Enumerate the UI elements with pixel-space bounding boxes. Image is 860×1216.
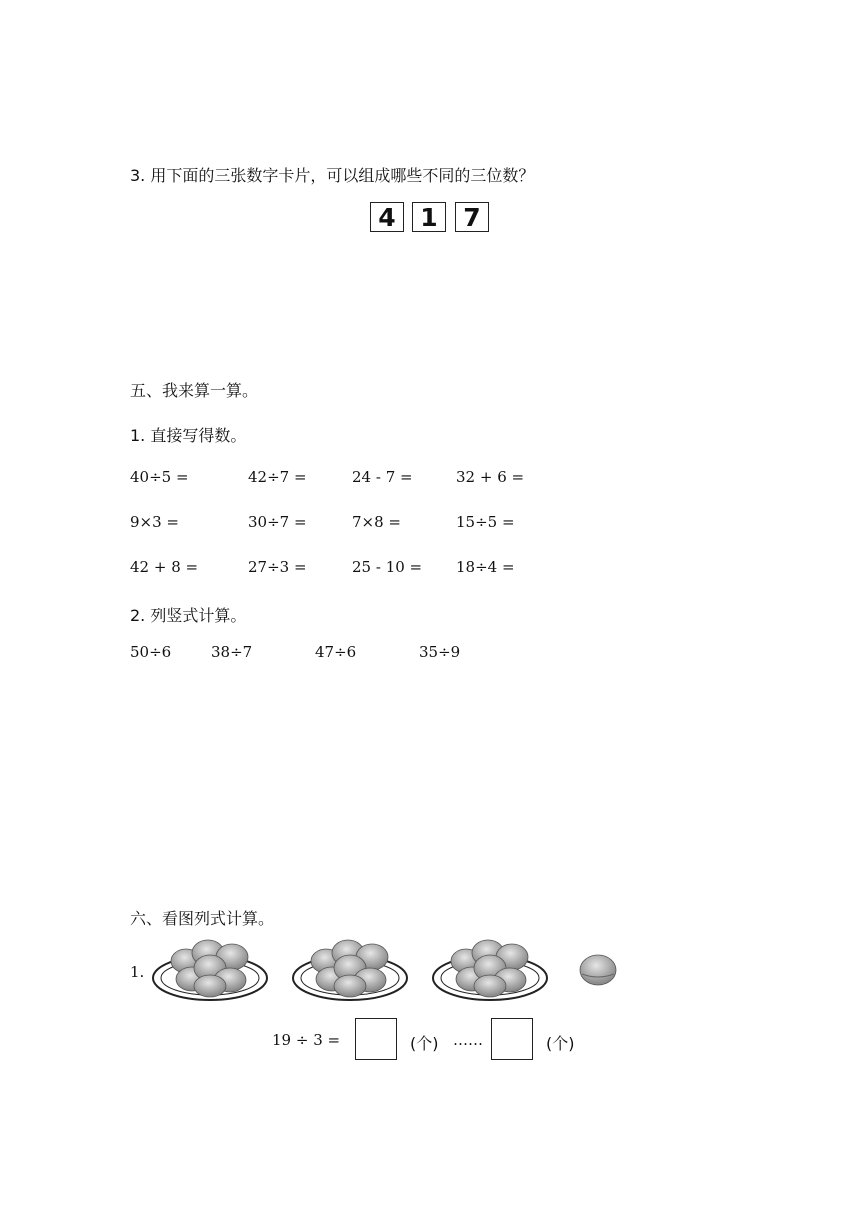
- calc-item: 9×3 =: [130, 513, 179, 531]
- vertical-calc-item: 47÷6: [315, 643, 357, 661]
- calc-item: 25 - 10 =: [352, 558, 423, 576]
- vertical-calc-item: 35÷9: [419, 643, 461, 661]
- calc-item: 27÷3 =: [248, 558, 307, 576]
- section-6-heading: 六、看图列式计算。: [130, 909, 275, 928]
- unit-label: (个): [410, 1034, 439, 1053]
- remainder-answer-box[interactable]: [491, 1018, 533, 1060]
- calc-item: 18÷4 =: [456, 558, 515, 576]
- question-1-label: 1.: [130, 963, 145, 981]
- vertical-calc-item: 50÷6: [130, 643, 172, 661]
- calc-item: 30÷7 =: [248, 513, 307, 531]
- division-equation: 19 ÷ 3 =: [272, 1031, 341, 1049]
- ellipsis-remainder: ……: [453, 1031, 483, 1049]
- question-3-prompt: 3. 用下面的三张数字卡片，可以组成哪些不同的三位数？: [130, 166, 535, 185]
- plate-with-buns-icon: [430, 936, 550, 1004]
- digit-card: 7: [455, 202, 489, 232]
- calc-item: 42 + 8 =: [130, 558, 199, 576]
- calc-item: 40÷5 =: [130, 468, 189, 486]
- section-5-heading: 五、我来算一算。: [130, 381, 259, 400]
- quotient-answer-box[interactable]: [355, 1018, 397, 1060]
- single-bun-icon: [578, 952, 618, 988]
- digit-card: 4: [370, 202, 404, 232]
- plate-with-buns-icon: [290, 936, 410, 1004]
- calc-item: 7×8 =: [352, 513, 401, 531]
- calc-item: 24 - 7 =: [352, 468, 413, 486]
- vertical-calc-item: 38÷7: [211, 643, 253, 661]
- section-5-sub-1: 1. 直接写得数。: [130, 426, 247, 445]
- plate-with-buns-icon: [150, 936, 270, 1004]
- calc-item: 42÷7 =: [248, 468, 307, 486]
- calc-item: 32 + 6 =: [456, 468, 525, 486]
- unit-label: (个): [546, 1034, 575, 1053]
- section-5-sub-2: 2. 列竖式计算。: [130, 606, 247, 625]
- digit-card: 1: [412, 202, 446, 232]
- calc-item: 15÷5 =: [456, 513, 515, 531]
